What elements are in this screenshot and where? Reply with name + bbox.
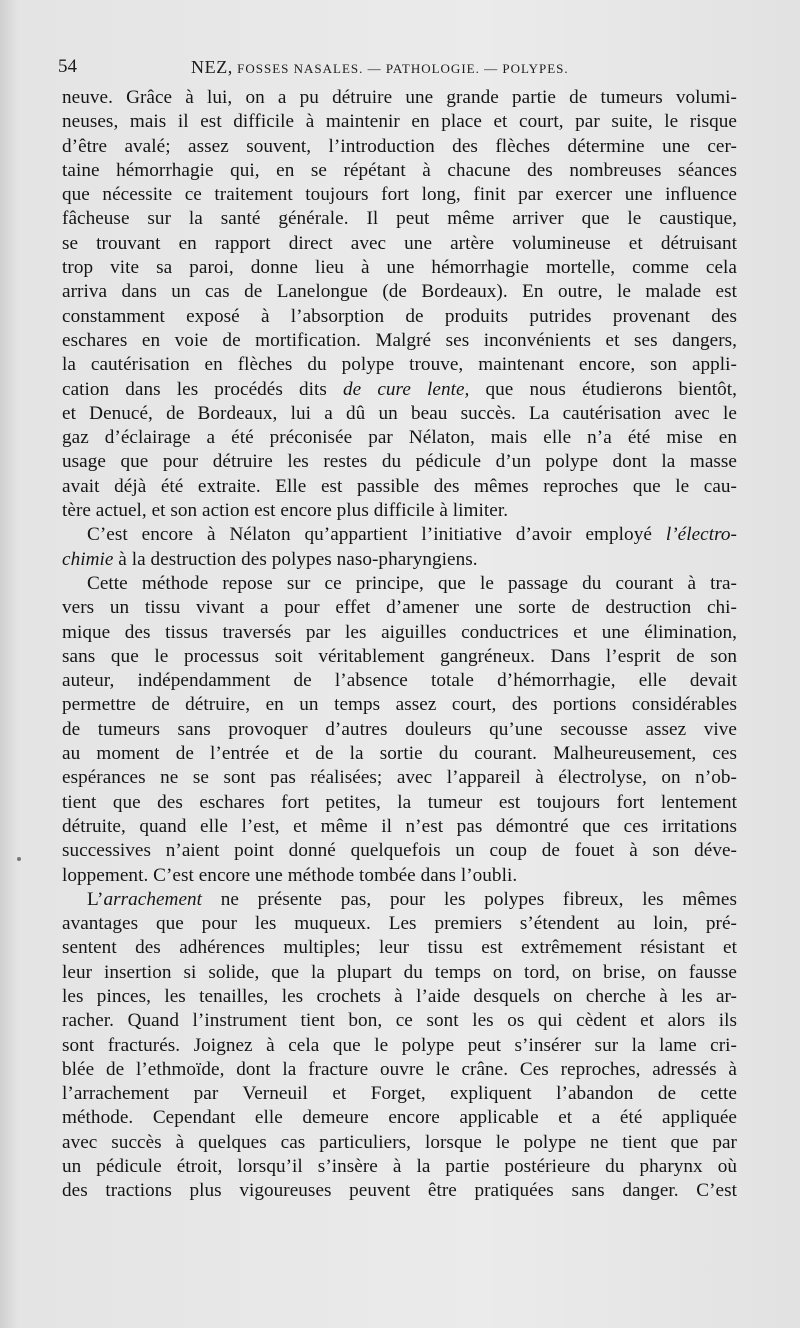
text-line [62, 669, 737, 693]
text-line [62, 353, 737, 377]
text-line [62, 110, 737, 134]
text-line [62, 159, 737, 183]
text-line [62, 936, 737, 960]
line-text: et Denucé, de Bordeaux, lui a dû un beau succès. La cautérisation avec le [62, 402, 737, 424]
text-line [62, 329, 737, 353]
line-text-after: à la destruction des polypes naso-pharyngiens. [113, 548, 478, 570]
italic-term: l’électro- [665, 524, 737, 546]
text-line [62, 645, 737, 669]
text-line [62, 888, 737, 912]
text-line [62, 864, 737, 888]
italic-term: arrachement [103, 888, 203, 910]
text-line [62, 256, 737, 280]
line-text: au moment de l’entrée et de la sortie du courant. Malheureusement, ces [62, 743, 737, 765]
text-line [62, 548, 737, 572]
line-text: fâcheuse sur la santé générale. Il peut même arriver que le caustique, [62, 208, 737, 230]
line-text: arriva dans un cas de Lanelongue (de Bordeaux). En outre, le malade est [62, 281, 737, 303]
line-text: C’est encore à Nélaton qu’appartient l’initiative d’avoir employé [87, 524, 666, 546]
body-text [62, 86, 737, 1204]
running-head [191, 55, 569, 81]
line-text: un pédicule étroit, lorsqu’il s’insère à la partie postérieure du pharynx où [62, 1156, 737, 1178]
text-line [62, 1058, 737, 1082]
running-head-rest: FOSSES NASALES. — PATHOLOGIE. — POLYPES. [232, 61, 569, 76]
text-line [62, 1131, 737, 1155]
line-text: taine hémorrhagie qui, en se répétant à chacune des nombreuses séances [62, 159, 737, 181]
page-header [58, 55, 764, 79]
text-line [62, 86, 737, 110]
text-line [62, 135, 737, 159]
line-text: eschares en voie de mortification. Malgré ses inconvénients et ses dangers, [62, 329, 737, 351]
text-line [62, 402, 737, 426]
text-line [62, 815, 737, 839]
line-text: avait déjà été extraite. Elle est passible des mêmes reproches que le cau- [62, 475, 737, 497]
line-text: racher. Quand l’instrument tient bon, ce sont les os qui cèdent et alors ils [62, 1010, 737, 1032]
paper-speck [17, 857, 21, 861]
text-line [62, 961, 737, 985]
line-text: sont fracturés. Joignez à cela que le polype peut s’insérer sur la lame cri- [62, 1034, 737, 1056]
text-line [62, 499, 737, 523]
text-line [62, 1179, 737, 1203]
text-line [62, 426, 737, 450]
text-line [62, 621, 737, 645]
line-text: cation dans les procédés dits [62, 378, 344, 400]
line-text-after: que nous étudierons bientôt, [469, 378, 737, 400]
text-line [62, 523, 737, 547]
line-text: les pinces, les tenailles, les crochets à l’aide desquels on cherche à les ar- [62, 985, 737, 1007]
line-text: Cette méthode repose sur ce principe, que le passage du courant à tra- [87, 572, 737, 594]
text-line [62, 1106, 737, 1130]
line-text: neuve. Grâce à lui, on a pu détruire une grande partie de tumeurs volumi- [62, 87, 737, 108]
text-line [62, 985, 737, 1009]
italic-term: de cure lente, [343, 378, 470, 400]
line-text: constamment exposé à l’absorption de produits putrides provenant des [62, 305, 737, 327]
text-line [62, 183, 737, 207]
line-text: avantages que pour les muqueux. Les premiers s’étendent au loin, pré- [62, 913, 737, 935]
text-line [62, 475, 737, 499]
page-number: 54 [58, 56, 77, 77]
text-line [62, 718, 737, 742]
line-text: sans que le processus soit véritablement gangréneux. Dans l’esprit de son [62, 645, 737, 667]
text-line [62, 1009, 737, 1033]
line-text: de tumeurs sans provoquer d’autres douleurs qu’une secousse assez vive [62, 718, 737, 740]
line-text: avec succès à quelques cas particuliers, lorsque le polype ne tient que par [62, 1131, 737, 1153]
line-text: d’être avalé; assez souvent, l’introduction des flèches détermine une cer- [62, 135, 737, 157]
line-text: L’ [87, 888, 104, 910]
line-text: leur insertion si solide, que la plupart du temps on tord, on brise, on fausse [62, 961, 737, 983]
line-text: détruite, quand elle l’est, et même il n’est pas démontré que ces irritations [62, 815, 737, 837]
line-text: neuses, mais il est difficile à maintenir en place et court, par suite, le risque [62, 111, 737, 133]
text-line [62, 766, 737, 790]
text-line [62, 1034, 737, 1058]
line-text: vers un tissu vivant a pour effet d’amener une sorte de destruction chi- [62, 597, 737, 619]
text-line [62, 791, 737, 815]
line-text: que nécessite ce traitement toujours fort long, finit par exercer une influence [62, 184, 737, 206]
line-text: méthode. Cependant elle demeure encore applicable et a été appliquée [62, 1107, 737, 1129]
line-text: se trouvant en rapport direct avec une artère volumineuse et détruisant [62, 232, 737, 254]
line-text: trop vite sa paroi, donne lieu à une hémorrhagie mortelle, comme cela [62, 257, 737, 279]
line-text-after: ne présente pas, pour les polypes fibreux, les mêmes [202, 888, 737, 910]
line-text: tient que des eschares fort petites, la tumeur est toujours fort lentement [62, 791, 737, 813]
italic-term: chimie [62, 548, 114, 570]
line-text: la cautérisation en flèches du polype trouve, maintenant encore, son appli- [62, 354, 737, 376]
text-line [62, 378, 737, 402]
line-text: espérances ne se sont pas réalisées; avec l’appareil à électrolyse, on n’ob- [62, 767, 737, 789]
line-text: l’arrachement par Verneuil et Forget, expliquent l’abandon de cette [62, 1083, 737, 1105]
line-text: des tractions plus vigoureuses peuvent être pratiquées sans danger. C’est [62, 1180, 737, 1202]
line-text: gaz d’éclairage a été préconisée par Nélaton, mais elle n’a été mise en [62, 427, 737, 449]
line-text: sentent des adhérences multiples; leur tissu est extrêmement résistant et [62, 937, 737, 959]
text-line [62, 1082, 737, 1106]
text-line [62, 1155, 737, 1179]
text-line [62, 742, 737, 766]
text-line [62, 572, 737, 596]
line-text: loppement. C’est encore une méthode tombée dans l’oubli. [62, 864, 518, 886]
text-line [62, 912, 737, 936]
line-text: permettre de détruire, en un temps assez court, des portions considérables [62, 694, 737, 716]
text-line [62, 232, 737, 256]
text-line [62, 207, 737, 231]
text-line [62, 450, 737, 474]
line-text: usage que pour détruire les restes du pédicule d’un polype dont la masse [62, 451, 737, 473]
running-head-main: NEZ, [191, 57, 233, 77]
line-text: blée de l’ethmoïde, dont la fracture ouvre le crâne. Ces reproches, adressés à [62, 1058, 737, 1080]
text-line [62, 693, 737, 717]
text-line [62, 305, 737, 329]
line-text: successives n’aient point donné quelquefois un coup de fouet à son déve- [62, 840, 737, 862]
line-text: auteur, indépendamment de l’absence totale d’hémorrhagie, elle devait [62, 670, 737, 692]
text-line [62, 839, 737, 863]
text-line [62, 280, 737, 304]
line-text: mique des tissus traversés par les aiguilles conductrices et une élimination, [62, 621, 737, 643]
line-text: tère actuel, et son action est encore plus difficile à limiter. [62, 500, 509, 522]
text-line [62, 596, 737, 620]
